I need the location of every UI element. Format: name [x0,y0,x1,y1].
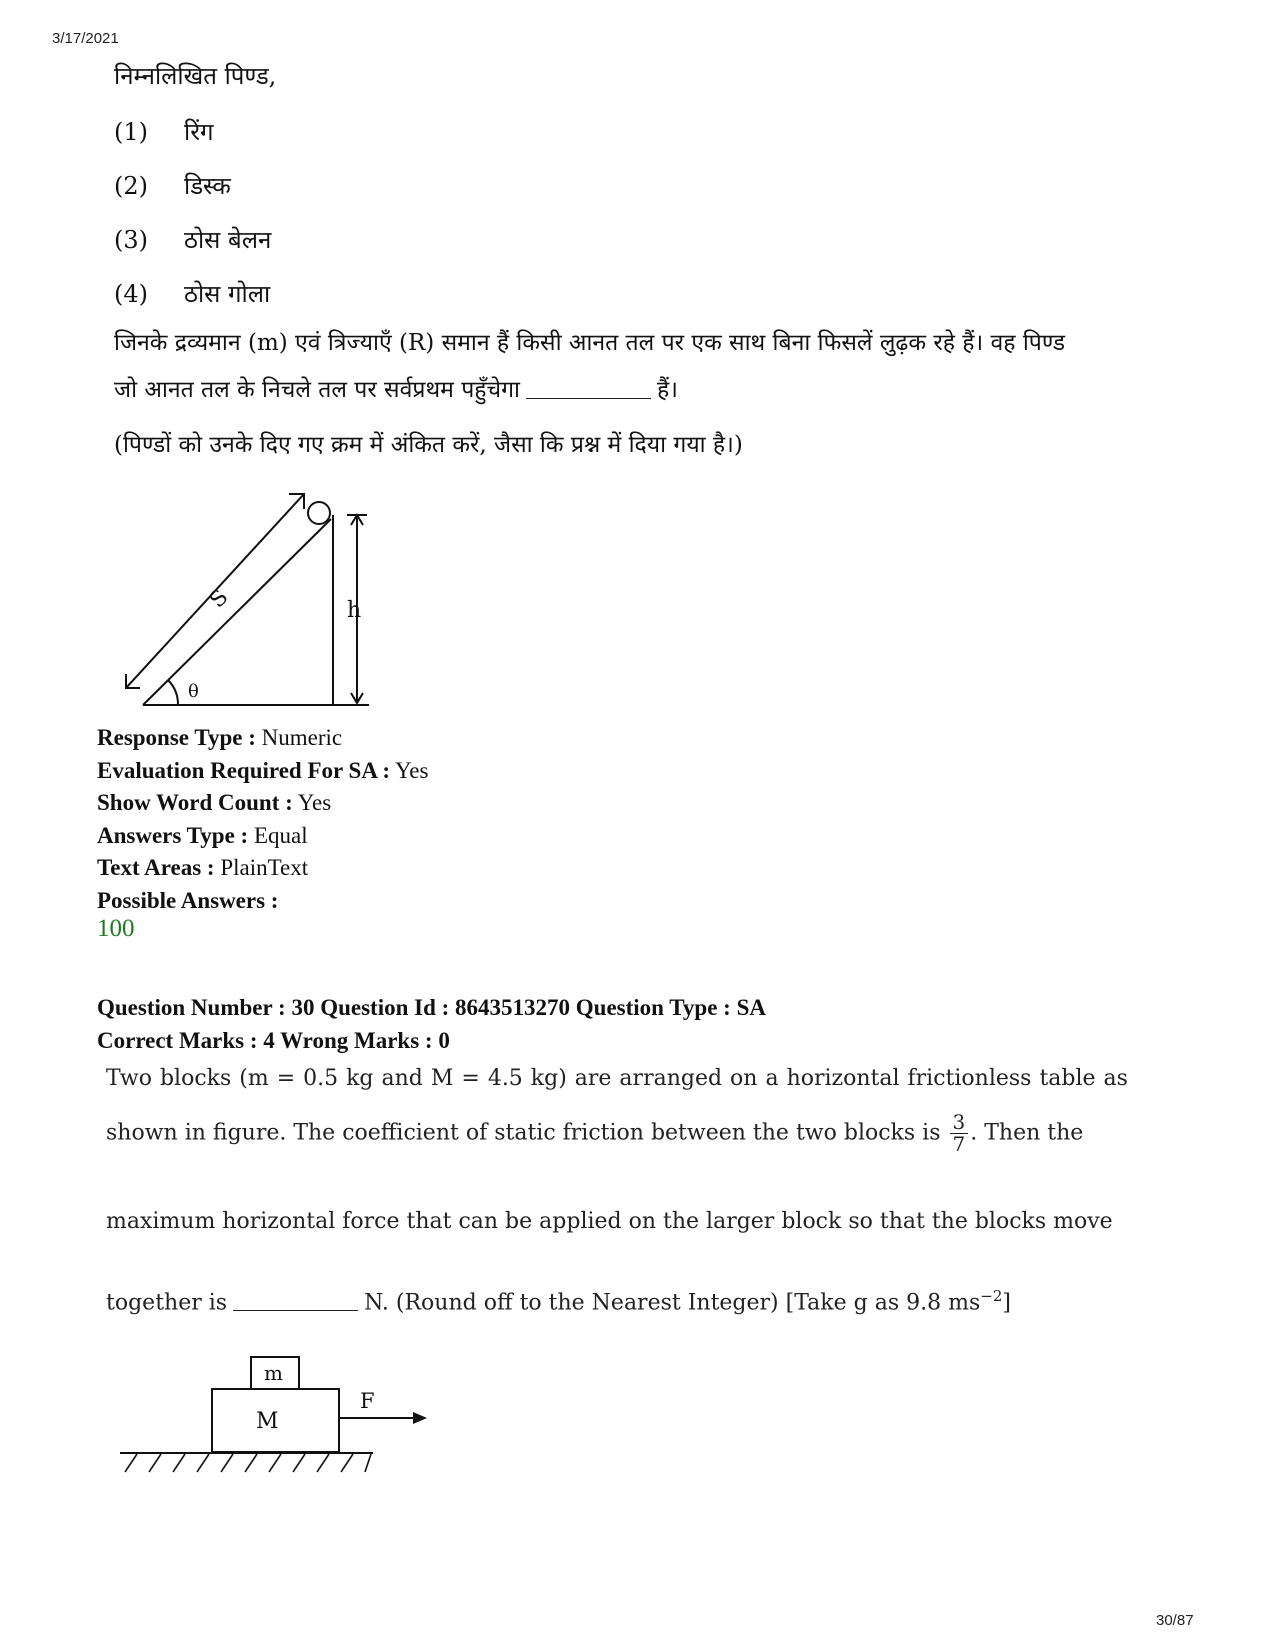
fraction-numerator: 3 [950,1112,969,1134]
force-arrowhead [413,1412,427,1424]
label-m: m [264,1361,283,1385]
incline-slope [143,519,331,705]
answer-blank [233,1309,358,1311]
label-theta: θ [188,681,199,702]
fraction-denominator: 7 [952,1132,966,1156]
q29-option-2 [114,172,231,201]
option-number: (2) [114,172,148,200]
q29-option-1 [114,118,214,147]
blocks-figure [115,1350,435,1480]
q29-intro: निम्नलिखित पिण्ड, [114,62,277,90]
q29-line-2-text: जो आनत तल के निचले तल पर सर्वप्रथम पहुँचेगा [114,377,521,403]
option-text: डिस्क [184,172,231,200]
option-text: रिंग [184,118,214,146]
q30-line-2 [106,1112,1083,1155]
q29-option-4 [114,280,270,309]
meta-response-type: Response Type : Numeric [97,725,343,750]
option-number: (3) [114,226,148,254]
meta-evaluation-required: Evaluation Required For SA : Yes [97,757,429,783]
q30-line-2-text: shown in figure. The coefficient of static friction between the two blocks is [106,1120,941,1146]
q30-header-line-2: Correct Marks : 4 Wrong Marks : 0 [97,1027,450,1053]
meta-possible-answers: Possible Answers : [97,887,279,913]
meta-text-areas: Text Areas : PlainText [97,855,309,880]
label-F: F [360,1389,375,1413]
q30-line-4-text: together is [106,1290,228,1316]
q29-meta [97,722,428,917]
possible-answer-value: 100 [97,915,135,942]
meta-show-word-count: Show Word Count : Yes [97,790,332,815]
q29-line-2-end: हैं। [657,377,678,403]
page-number: 30/87 [1156,1612,1194,1629]
q29-line-1: जिनके द्रव्यमान (m) एवं त्रिज्याएँ (R) समान हैं किसी आनत तल पर एक साथ बिना फिसलें लुढ़क रहे हैं। वह पिण्ड [114,330,1066,356]
friction-fraction [950,1112,969,1155]
q30-line-4-end: ] [1002,1290,1011,1316]
q29-option-3 [114,226,271,255]
q30-header-line-1: Question Number : 30 Question Id : 8643513270 Question Type : SA [97,995,766,1020]
page-date: 3/17/2021 [52,30,119,47]
ground-hatching [125,1454,371,1472]
option-text: ठोस गोला [184,280,271,308]
answer-blank [526,397,651,399]
label-h: h [347,598,362,623]
label-M: M [256,1409,279,1434]
q30-header [97,992,766,1057]
rolling-body [308,502,330,524]
q30-line-3: maximum horizontal force that can be applied on the larger block so that the blocks move [106,1209,1113,1234]
q30-line-4-middle: N. (Round off to the Nearest Integer) [Take g as 9.8 ms [364,1290,981,1316]
incline-figure [115,485,380,715]
exponent: −2 [980,1287,1003,1305]
q30-line-1: Two blocks (m = 0.5 kg and M = 4.5 kg) are arranged on a horizontal frictionless table as [106,1066,1128,1091]
option-number: (1) [114,118,148,146]
label-s: S [204,584,234,614]
meta-answers-type: Answers Type : Equal [97,822,308,848]
q30-line-2-end: . Then the [970,1120,1084,1146]
angle-arc [168,680,178,705]
q29-note: (पिण्डों को उनके दिए गए क्रम में अंकित करें, जैसा कि प्रश्न में दिया गया है।) [114,432,743,458]
q30-line-4 [106,1287,1011,1315]
option-text: ठोस बेलन [184,226,272,254]
q29-line-2 [114,377,678,405]
option-number: (4) [114,280,148,308]
